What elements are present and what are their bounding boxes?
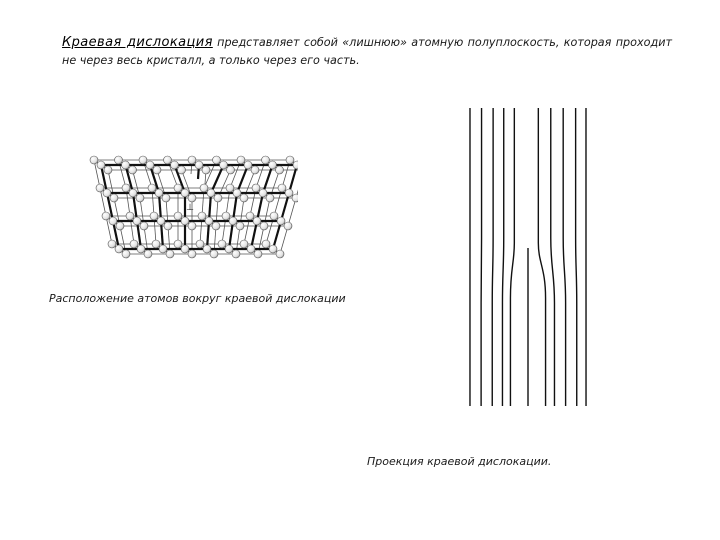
lattice-atom <box>181 245 189 253</box>
lattice-atom <box>278 184 286 192</box>
lattice-atom <box>174 240 182 248</box>
lattice-atom <box>136 194 144 202</box>
lattice-atom <box>122 250 130 258</box>
lattice-atom <box>251 166 259 174</box>
lattice-atom <box>233 189 241 197</box>
lattice-atom <box>284 222 292 230</box>
lattice-atom <box>293 161 298 169</box>
lattice-atom <box>162 194 170 202</box>
lattice-atom <box>212 222 220 230</box>
lattice-atom <box>188 222 196 230</box>
dislocation-symbol: ⊥ <box>186 203 194 213</box>
lattice-atom <box>164 156 172 164</box>
lattice-atom <box>146 161 154 169</box>
lattice-atom <box>214 194 222 202</box>
lattice-atom <box>196 240 204 248</box>
lattice-atom <box>115 245 123 253</box>
lattice-bond <box>211 165 224 193</box>
lattice-bond <box>280 226 288 254</box>
lattice-atom <box>178 166 186 174</box>
lattice-atom <box>232 250 240 258</box>
lattice-atom <box>130 240 138 248</box>
lattice-atom <box>213 156 221 164</box>
lattice-atom <box>174 212 182 220</box>
lattice-atom <box>122 184 130 192</box>
lattice-atom <box>171 161 179 169</box>
lattice-atom <box>226 184 234 192</box>
lattice-atom <box>262 156 270 164</box>
lattice-atom <box>269 161 277 169</box>
lattice-atom <box>150 212 158 220</box>
lattice-atom <box>202 166 210 174</box>
atomic-plane-line <box>492 108 493 406</box>
lattice-atom <box>260 222 268 230</box>
lattice-atom <box>155 189 163 197</box>
lattice-atom <box>225 245 233 253</box>
lattice-atom <box>237 156 245 164</box>
lattice-atom <box>116 222 124 230</box>
lattice-atom <box>277 217 285 225</box>
lattice-atom <box>276 250 284 258</box>
lattice-atom <box>104 166 112 174</box>
lattice-atom <box>203 245 211 253</box>
lattice-atom <box>103 189 111 197</box>
lattice-atom <box>220 161 228 169</box>
lattice-atom <box>115 156 123 164</box>
lattice-atom <box>148 184 156 192</box>
lattice-atom <box>181 217 189 225</box>
lattice-atom <box>133 217 141 225</box>
lattice-atom <box>164 222 172 230</box>
lattice-atom <box>262 240 270 248</box>
lattice-caption: Расположение атомов вокруг краевой дислокации <box>49 292 346 305</box>
lattice-atom <box>236 222 244 230</box>
lattice-atom <box>266 194 274 202</box>
lattice-atom <box>96 184 104 192</box>
lattice-atom <box>252 184 260 192</box>
lattice-atom <box>153 166 161 174</box>
lattice-atom <box>166 250 174 258</box>
lattice-atom <box>108 240 116 248</box>
lattice-atom <box>90 156 98 164</box>
lattice-atom <box>276 166 284 174</box>
lattice-atom <box>188 194 196 202</box>
atomic-plane-line <box>551 108 555 406</box>
lattice-atom <box>129 189 137 197</box>
lattice-atom <box>218 240 226 248</box>
lattice-atom <box>222 212 230 220</box>
lattice-atom <box>270 212 278 220</box>
lattice-atom <box>269 245 277 253</box>
lattice-atom <box>207 189 215 197</box>
atom-lattice-drawing <box>86 150 298 268</box>
atomic-plane-line <box>510 108 514 406</box>
lattice-atom <box>292 194 298 202</box>
lattice-atom <box>247 245 255 253</box>
lattice-bond <box>273 221 281 249</box>
lattice-bond <box>288 198 296 226</box>
lattice-bond <box>289 165 297 193</box>
lattice-atom <box>174 184 182 192</box>
lattice-atom <box>110 194 118 202</box>
projection-drawing <box>462 108 592 406</box>
lattice-atom <box>200 184 208 192</box>
dislocation-projection-figure <box>462 108 592 406</box>
lattice-atom <box>246 212 254 220</box>
lattice-atom <box>285 189 293 197</box>
lattice-atom <box>140 222 148 230</box>
intro-paragraph <box>62 34 672 70</box>
lattice-atom <box>157 217 165 225</box>
lattice-atom <box>195 161 203 169</box>
lattice-atom <box>244 161 252 169</box>
lattice-atom <box>129 166 137 174</box>
atomic-plane-line <box>538 108 545 406</box>
lattice-atom <box>198 212 206 220</box>
lattice-atom <box>97 161 105 169</box>
lattice-atom <box>254 250 262 258</box>
lattice-atom <box>205 217 213 225</box>
lattice-atom <box>229 217 237 225</box>
atom-lattice-figure <box>86 150 298 268</box>
lattice-atom <box>144 250 152 258</box>
intro-term: Краевая дислокация <box>62 35 213 50</box>
atomic-plane-line <box>563 108 565 406</box>
lattice-atom <box>259 189 267 197</box>
lattice-atom <box>253 217 261 225</box>
lattice-bond <box>281 193 289 221</box>
lattice-atom <box>122 161 130 169</box>
lattice-atom <box>227 166 235 174</box>
intro-text: представляет собой «лишнюю» атомную полуплоскость, которая проходит не через весь кристалл, а только через его часть. <box>62 36 672 67</box>
lattice-bond <box>263 165 273 193</box>
lattice-atom <box>181 189 189 197</box>
lattice-atom <box>210 250 218 258</box>
atomic-plane-line <box>576 108 577 406</box>
lattice-atom <box>152 240 160 248</box>
lattice-bond <box>237 165 248 193</box>
lattice-atom <box>240 240 248 248</box>
atomic-plane-line <box>502 108 503 406</box>
projection-caption: Проекция краевой дислокации. <box>367 455 552 468</box>
lattice-atom <box>286 156 294 164</box>
lattice-atom <box>139 156 147 164</box>
lattice-atom <box>102 212 110 220</box>
lattice-atom <box>126 212 134 220</box>
lattice-atom <box>188 156 196 164</box>
lattice-atom <box>240 194 248 202</box>
lattice-atom <box>137 245 145 253</box>
lattice-atom <box>188 250 196 258</box>
lattice-atom <box>109 217 117 225</box>
lattice-atom <box>159 245 167 253</box>
